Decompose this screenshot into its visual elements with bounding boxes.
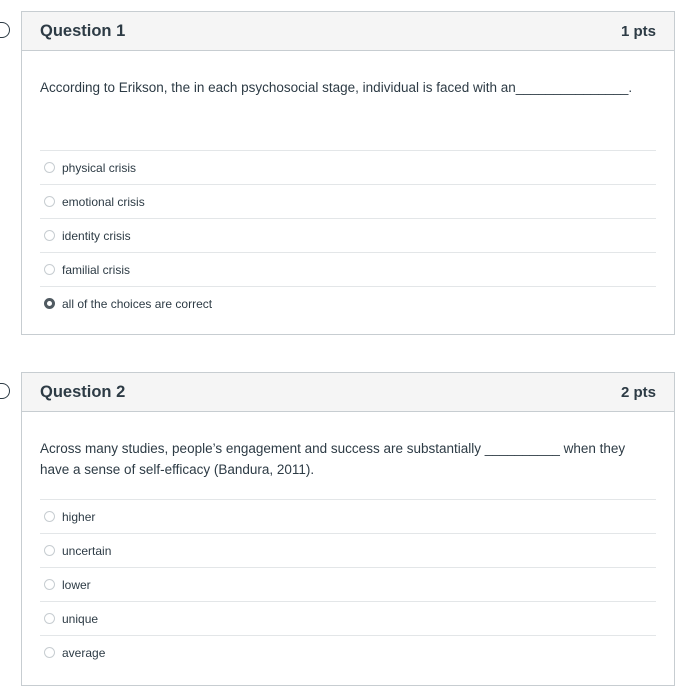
question-title: Question 1: [40, 21, 126, 40]
question-points: 1 pts: [620, 22, 656, 40]
answer-option[interactable]: [40, 602, 656, 636]
question-body: [22, 438, 674, 669]
question-1: [21, 11, 675, 335]
answer-option[interactable]: [40, 253, 656, 287]
radio-button[interactable]: [44, 264, 55, 275]
question-text: According to Erikson, the in each psychosocial stage, individual is faced with an_______________.: [40, 80, 633, 95]
answer-option[interactable]: [40, 534, 656, 568]
answer-label: familial crisis: [62, 262, 131, 277]
question-title: Question 2: [40, 382, 126, 401]
answer-list: [40, 150, 656, 320]
question-text: Across many studies, people’s engagement and success are substantially __________ when they have a sense of self-efficacy (Bandura, 2011).: [40, 441, 626, 477]
flag-question-2-icon[interactable]: [0, 383, 10, 399]
question-2: [21, 372, 675, 686]
radio-button[interactable]: [44, 545, 55, 556]
answer-label: higher: [62, 509, 96, 524]
answer-label: uncertain: [62, 543, 112, 558]
answer-label: unique: [62, 611, 99, 626]
radio-button-selected[interactable]: [44, 298, 55, 309]
answer-option[interactable]: [40, 219, 656, 253]
radio-button[interactable]: [44, 647, 55, 658]
answer-option[interactable]: [40, 500, 656, 534]
radio-button[interactable]: [44, 196, 55, 207]
answer-option[interactable]: [40, 636, 656, 669]
question-points: 2 pts: [620, 383, 656, 401]
radio-button[interactable]: [44, 230, 55, 241]
radio-button[interactable]: [44, 511, 55, 522]
radio-button[interactable]: [44, 613, 55, 624]
answer-list: [40, 499, 656, 669]
answer-label: all of the choices are correct: [62, 296, 213, 311]
answer-label: physical crisis: [62, 160, 137, 175]
radio-button[interactable]: [44, 579, 55, 590]
question-body: [22, 77, 674, 320]
answer-option[interactable]: [40, 151, 656, 185]
radio-button[interactable]: [44, 162, 55, 173]
flag-question-1-icon[interactable]: [0, 22, 10, 38]
answer-option[interactable]: [40, 185, 656, 219]
answer-label: average: [62, 645, 106, 660]
question-header: [22, 373, 674, 412]
answer-option[interactable]: [40, 287, 656, 320]
answer-label: lower: [62, 577, 91, 592]
answer-option[interactable]: [40, 568, 656, 602]
question-header: [22, 12, 674, 51]
answer-label: identity crisis: [62, 228, 131, 243]
answer-label: emotional crisis: [62, 194, 145, 209]
